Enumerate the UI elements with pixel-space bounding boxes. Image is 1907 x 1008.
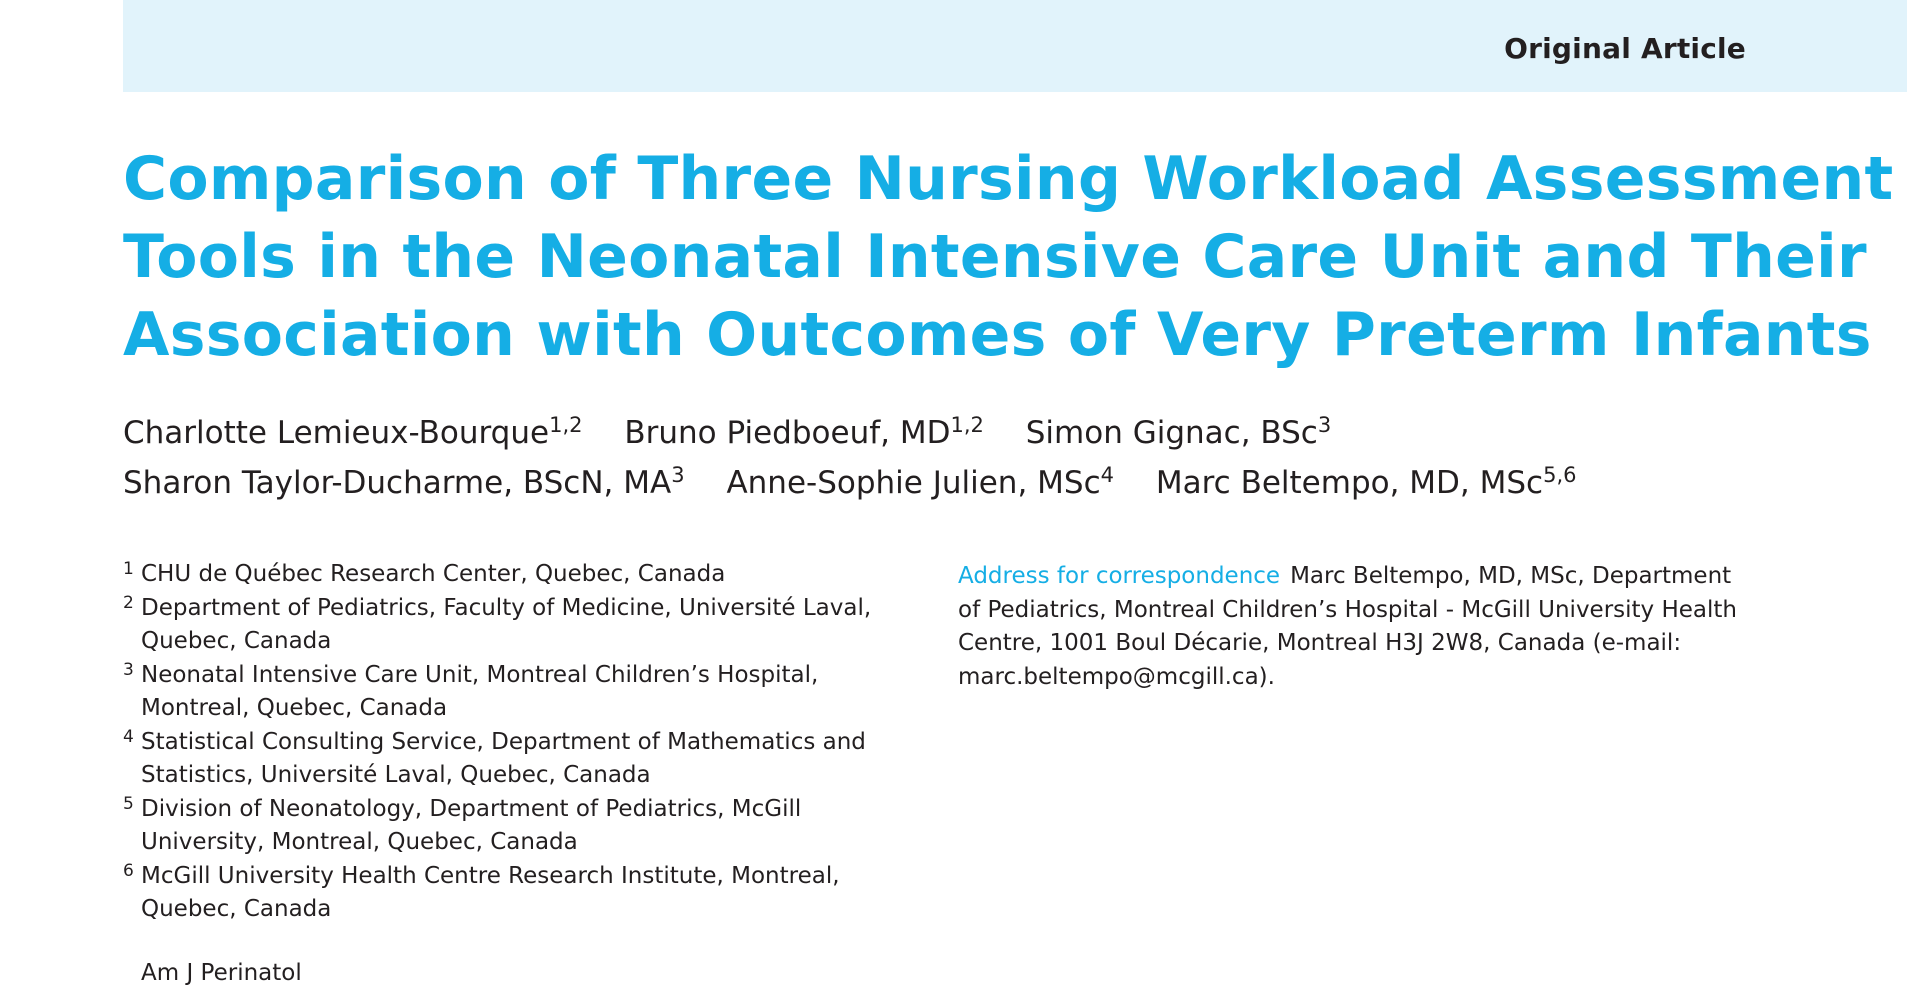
author-affiliation-mark: 5,6 [1543,463,1577,487]
author-name: Sharon Taylor-Ducharme, BScN, MA [123,465,672,501]
article-type-label: Original Article [1504,32,1746,65]
affiliation-item [123,860,923,927]
affiliation-number: 6 [123,860,134,881]
affiliation-item [123,793,923,860]
author-name: Charlotte Lemieux-Bourque [123,415,550,451]
affiliation-text: Division of Neonatology, Department of Pediatrics, McGill University, Montreal, Quebec, Canada [141,795,802,855]
author-affiliation-mark: 3 [671,463,685,487]
affiliation-text: McGill University Health Centre Research Institute, Montreal, Quebec, Canada [141,862,840,922]
affiliation-item [123,558,923,592]
author-affiliation-mark: 4 [1100,463,1115,487]
article-title [123,140,1894,374]
author-line [123,408,1823,458]
affiliation-text: Department of Pediatrics, Faculty of Medicine, Université Laval, Quebec, Canada [141,594,872,654]
author-name: Anne-Sophie Julien, MSc [726,465,1101,501]
affiliation-number: 4 [123,726,134,747]
author-affiliation-mark: 3 [1317,413,1332,437]
correspondence-block [958,560,1758,694]
author-line [123,458,1823,508]
affiliation-item [123,726,923,793]
title-line: Tools in the Neonatal Intensive Care Unit and Their [123,222,1867,292]
affiliation-number: 2 [123,592,134,613]
author [1156,465,1577,501]
author-name: Simon Gignac, BSc [1025,415,1318,451]
affiliation-text: Neonatal Intensive Care Unit, Montreal Children’s Hospital, Montreal, Quebec, Canada [141,661,819,721]
title-line: Comparison of Three Nursing Workload Assessment [123,144,1894,214]
title-line: Association with Outcomes of Very Preterm Infants [123,300,1872,370]
affiliation-list [123,558,923,927]
author-list [123,408,1823,508]
affiliation-text: CHU de Québec Research Center, Quebec, Canada [141,561,726,587]
author [726,465,1114,501]
affiliation-number: 3 [123,659,134,680]
affiliation-text: Statistical Consulting Service, Department of Mathematics and Statistics, Université Laval, Quebec, Canada [141,728,866,788]
affiliation-number: 1 [123,559,134,579]
author [123,415,583,451]
author-affiliation-mark: 1,2 [950,413,984,437]
affiliation-number: 5 [123,793,134,814]
author-name: Bruno Piedboeuf, MD [624,415,951,451]
correspondence-text: Marc Beltempo, MD, MSc, Department of Pediatrics, Montreal Children’s Hospital - McGill University Health Centre, 1001 Boul Décarie, Montreal H3J 2W8, Canada (e-mail: marc.beltempo@mcgill.ca). [958,563,1738,690]
affiliation-item [123,592,923,659]
author [1026,415,1331,451]
journal-name: Am J Perinatol [141,960,302,986]
author [123,465,685,501]
affiliation-item [123,659,923,726]
correspondence-label: Address for correspondence [958,563,1281,589]
author-affiliation-mark: 1,2 [549,413,583,437]
author [624,415,984,451]
author-name: Marc Beltempo, MD, MSc [1155,465,1544,501]
header-band [123,0,1907,92]
